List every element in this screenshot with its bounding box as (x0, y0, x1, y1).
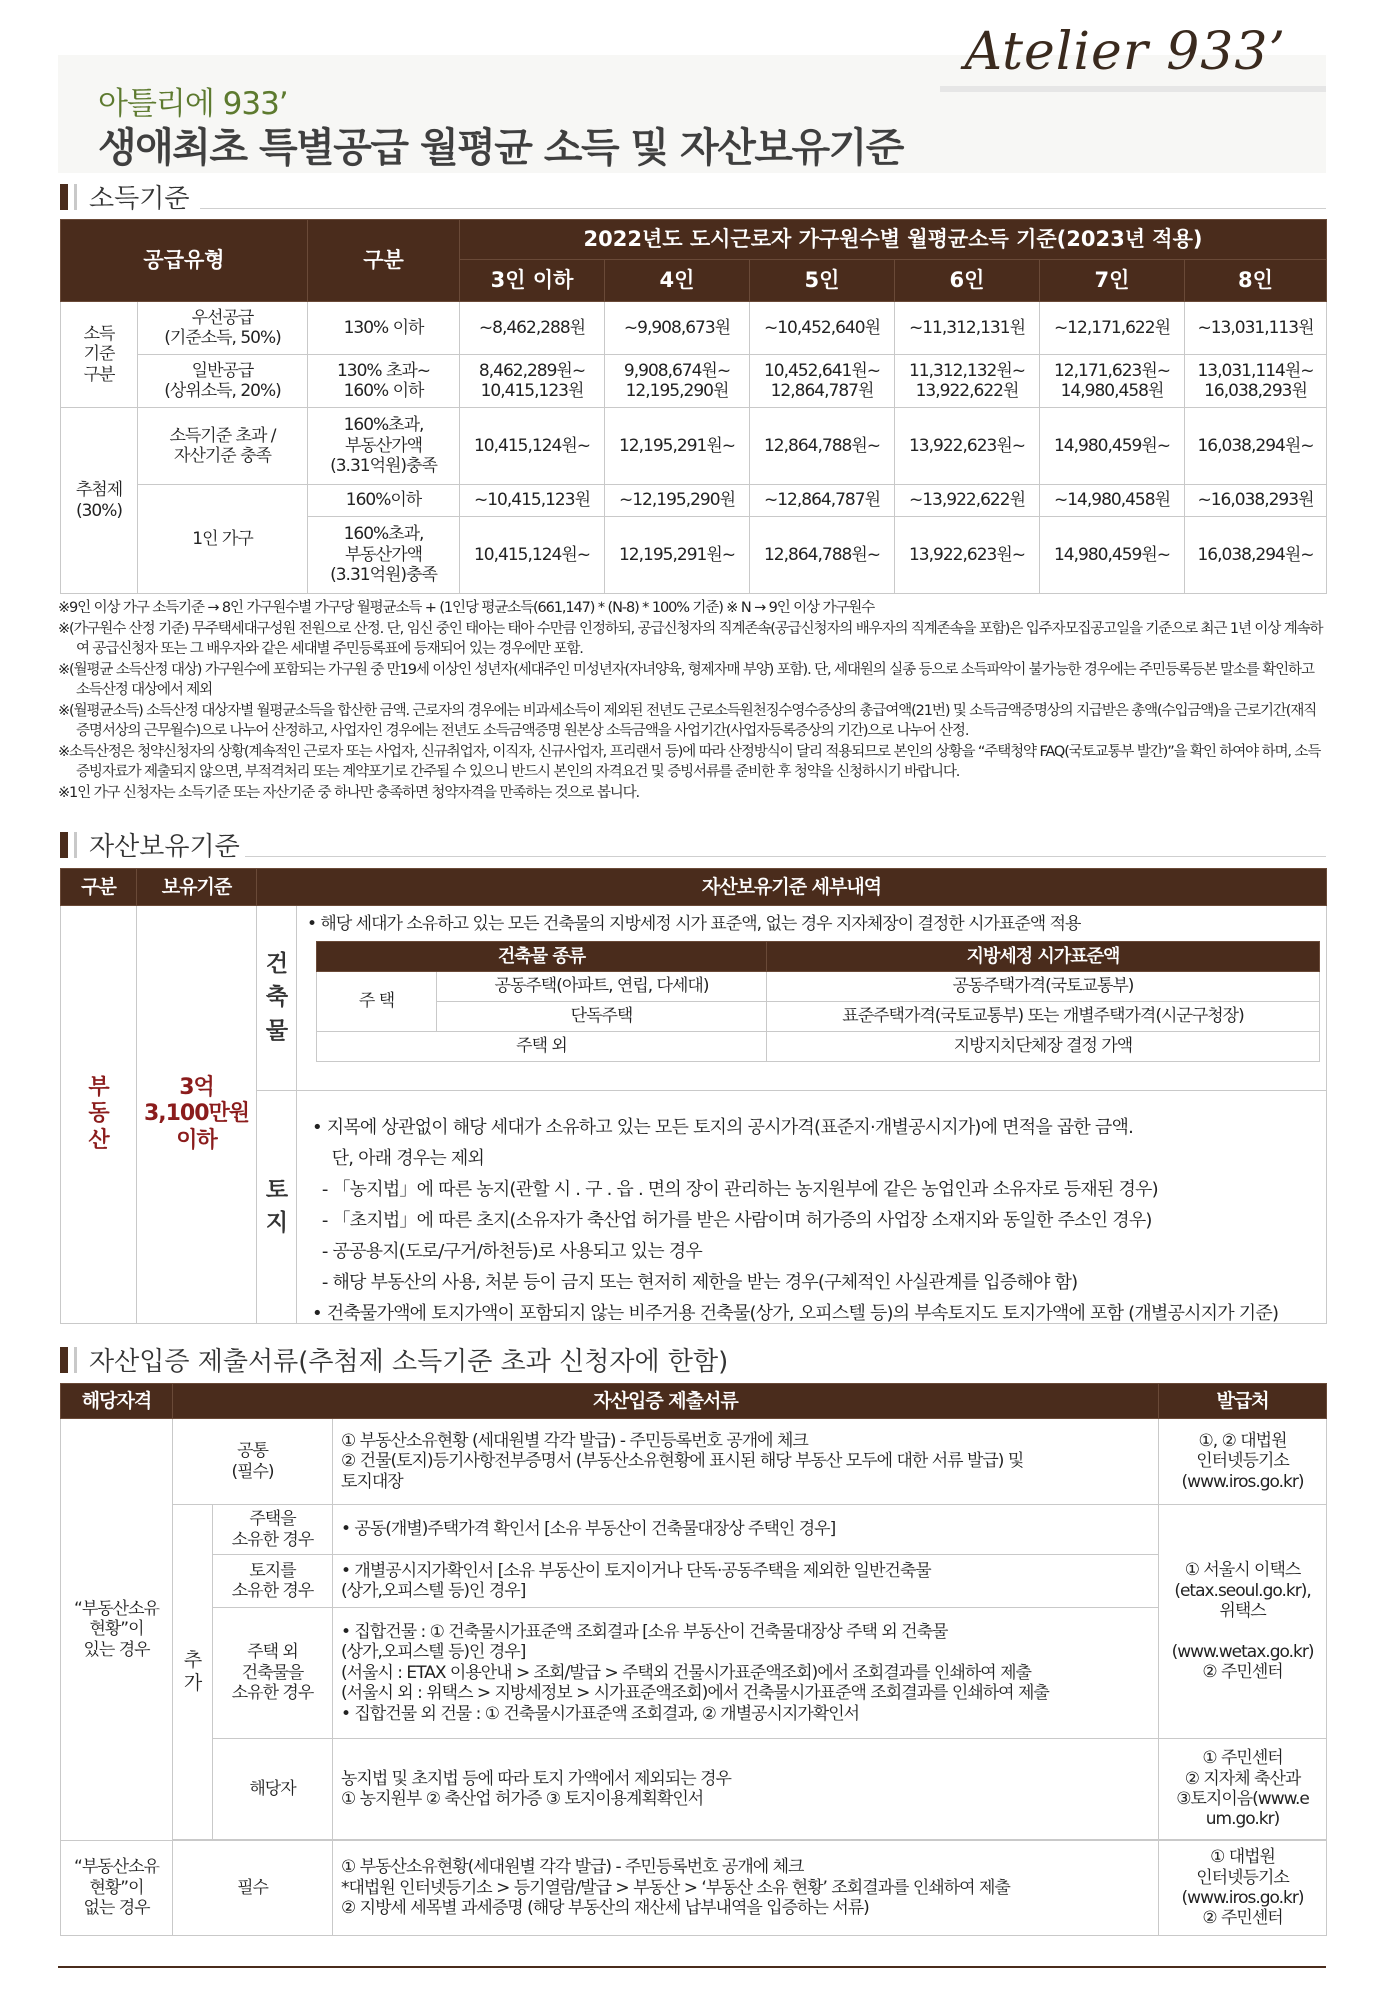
section-marker (60, 832, 68, 858)
row-group-lottery: 추첨제 (30%) (61, 408, 138, 594)
col-eligibility: 해당자격 (61, 1384, 173, 1419)
table-row: 160%초과, 부동산가액 (3.31억원)충족 10,415,124원~ 12,195,291원~ 12,864,788원~ 13,922,623원~ 14,980,459원~ 16,038,294원~ (61, 517, 1327, 594)
col-building-type: 건축물 종류 (317, 942, 767, 972)
section-title-docs: 자산입증 제출서류(추첨제 소득기준 초과 신청자에 한함) (60, 1341, 728, 1378)
table-row: 일반공급 (상위소득, 20%) 130% 초과~ 160% 이하 8,462,289원~ 10,415,123원 9,908,674원~ 12,195,290원 10,452,641원~ 12,864,787원 11,312,132원~ 13,922,622원 12,171,623원~ 14,980,458원 13,031,114원~ 16,038,293원 (61, 355, 1327, 408)
land-line: 단, 아래 경우는 제외 (312, 1148, 485, 1169)
note: ※(가구원수 산정 기준) 무주택세대구성원 전원으로 산정. 단, 임신 중인 태아는 태아 수만큼 인정하되, 공급신청자의 직계존속(공급신청자의 배우자의 직계존속을 포함)은 입주자모집공고일을 기준으로 최근 1년 이상 계속하여 공급신청자 또는 그 배우자와 같은 세대별 주민등록표에 등재되어 있는 경우에만 포함. (58, 620, 1323, 657)
table-row: 토지를 소유한 경우 • 개별공시지가확인서 [소유 부동산이 토지이거나 단독·공동주택을 제외한 일반건축물 (상가,오피스텔 등)인 경우] (61, 1555, 1327, 1608)
table-row: 소득 기준 구분 우선공급 (기준소득, 50%) 130% 이하 ~8,462,288원 ~9,908,673원 ~10,452,640원 ~11,312,131원 ~12,171,622원 ~13,031,113원 (61, 302, 1327, 355)
land-line: - 「초지법」에 따른 초지(소유자가 축산업 허가를 받은 사람이며 허가증의 사업장 소재지와 동일한 주소인 경우) (312, 1210, 1152, 1231)
col-household: 5인 (750, 260, 895, 302)
land-line: - 「농지법」에 따른 농지(관할 시 . 구 . 읍 . 면의 장이 관리하는 농지원부에 같은 농업인과 소유자로 등재된 경우) (312, 1179, 1158, 1200)
section-marker (60, 184, 68, 210)
col-household: 6인 (895, 260, 1040, 302)
table-row: 주택 외 건축물을 소유한 경우 • 집합건물 : ① 건축물시가표준액 조회결과 [소유 부동산이 건축물대장상 주택 외 건축물 (상가,오피스텔 등)인 경우] (서울시 : ETAX 이용안내 > 조회/발급 > 주택외 건물시가표준액조회)에서 조회결과를 인쇄하여 제출 (서울시 외 : 위택스 > 지방세정보 > 시가표준액조회)에서 건축물시가표준액 조회결과를 인쇄하여 제출 • 집합건물 외 건물 : ① 건축물시가표준액 조회결과, ② 개별공시지가확인서 (61, 1608, 1327, 1739)
table-row: “부동산소유 현황”이 없는 경우 필수 ① 부동산소유현황(세대원별 각각 발급) - 주민등록번호 공개에 체크 *대법원 인터넷등기소 > 등기열람/발급 > 부동산 > ‘부동산 소유 현황’ 조회결과를 인쇄하여 제출 ② 지방세 세목별 과세증명 (해당 부동산의 재산세 납부내역을 입증하는 서류) ① 대법원 인터넷등기소 (www.iros.go.kr) ② 주민센터 (61, 1841, 1327, 1936)
note: ※9인 이상 가구 소득기준 → 8인 가구원수별 가구당 월평균소득 + (1인당 평균소득(661,147) * (N-8) * 100% 기준) ※ N → 9인 이상 가구원수 (58, 600, 875, 616)
col-standard: 보유기준 (137, 869, 257, 906)
col-category: 구분 (308, 220, 460, 302)
note: ※1인 가구 신청자는 소득기준 또는 자산기준 중 하나만 충족하면 청약자격을 만족하는 것으로 봅니다. (58, 784, 640, 801)
section-title-income: 소득기준 (60, 178, 189, 215)
col-household: 3인 이하 (460, 260, 605, 302)
col-group-header: 2022년도 도시근로자 가구원수별 월평균소득 기준(2023년 적용) (460, 220, 1327, 260)
note: ※소득산정은 청약신청자의 상황(계속적인 근로자 또는 사업자, 신규취업자, 이직자, 신규사업자, 프리랜서 등)에 따라 산정방식이 달리 적용되므로 본인의 상황을 “주택청약 FAQ(국토교통부 발간)”을 확인 하여야 하며, 소득증빙자료가 제출되지 않으면, 부적격처리 또는 계약포기로 간주될 수 있으니 반드시 본인의 자격요건 및 증빙서류를 준비한 후 청약을 신청하시기 바랍니다. (58, 743, 1321, 780)
col-household: 8인 (1185, 260, 1327, 302)
income-notes (58, 598, 1328, 803)
land-rules (312, 1112, 1322, 1329)
table-row: 추첨제 (30%) 소득기준 초과 / 자산기준 충족 160%초과, 부동산가액 (3.31억원)충족 10,415,124원~ 12,195,291원~ 12,864,788원~ 13,922,623원~ 14,980,459원~ 16,038,294원~ (61, 408, 1327, 485)
note: ※(월평균 소득산정 대상) 가구원수에 포함되는 가구원 중 만19세 이상인 성년자(세대주인 미성년자(자녀양육, 형제자매 부양) 포함). 단, 세대원의 실종 등으로 소득파악이 불가능한 경우에는 주민등록등본 말소를 확인하고 소득산정 대상에서 제외 (58, 661, 1314, 698)
bottom-rule (58, 1966, 1326, 1968)
table-row: 추 가 주택을 소유한 경우 • 공동(개별)주택가격 확인서 [소유 부동산이 건축물대장상 주택인 경우] ① 서울시 이택스 (etax.seoul.go.kr), 위택스 (www.wetax.go.kr) ② 주민센터 (61, 1505, 1327, 1555)
note: ※(월평균소득) 소득산정 대상자별 월평균소득을 합산한 금액. 근로자의 경우에는 비과세소득이 제외된 전년도 근로소득원천징수영수증상의 총급여액(21번) 및 소득금액증명상의 지급받은 총액(수입금액)을 근로기간(재직증명서상의 근무월수)으로 나누어 산정하고, 사업자인 경우에는 전년도 소득금액증명 원본상 소득금액을 사업기간(사업자등록증상의 기간)으로 나누어 산정. (58, 702, 1317, 739)
section-marker (60, 1347, 68, 1373)
land-label: 토 지 (257, 1091, 297, 1324)
col-docs: 자산입증 제출서류 (173, 1384, 1159, 1419)
col-issuer: 발급처 (1159, 1384, 1327, 1419)
asset-category: 부 동 산 (61, 906, 137, 1324)
brand-logo: Atelier 933’ (964, 22, 1286, 82)
has-property-label: “부동산소유 현황”이 있는 경우 (61, 1419, 173, 1841)
col-category: 구분 (61, 869, 137, 906)
docs-table (60, 1383, 1327, 1936)
income-table (60, 219, 1327, 594)
additional-label: 추 가 (173, 1505, 213, 1840)
asset-standard: 3억 3,100만원 이하 (137, 906, 257, 1324)
building-label: 건 축 물 (257, 906, 297, 1091)
building-intro: • 해당 세대가 소유하고 있는 모든 건축물의 지방세정 시가 표준액, 없는 경우 지자체장이 결정한 시가표준액 적용 (307, 914, 1081, 934)
page-title: 생애최초 특별공급 월평균 소득 및 자산보유기준 (98, 125, 903, 171)
col-household: 7인 (1040, 260, 1185, 302)
table-row: “부동산소유 현황”이 있는 경우 공통 (필수) ① 부동산소유현황 (세대원별 각각 발급) - 주민등록번호 공개에 체크 ② 건물(토지)등기사항전부증명서 (부동산소유현황에 표시된 해당 부동산 모두에 대한 서류 발급) 및 토지대장 ①, ② 대법원 인터넷등기소 (www.iros.go.kr) (61, 1419, 1327, 1505)
table-row: 해당자 농지법 및 초지법 등에 따라 토지 가액에서 제외되는 경우 ① 농지원부 ② 축산업 허가증 ③ 토지이용계획확인서 ① 주민센터 ② 지자체 축산과 ③토지이음(www.e um.go.kr) (61, 1739, 1327, 1840)
col-detail: 자산보유기준 세부내역 (257, 869, 1327, 906)
table-row: 1인 가구 160%이하 ~10,415,123원 ~12,195,290원 ~12,864,787원 ~13,922,622원 ~14,980,458원 ~16,038,293원 (61, 485, 1327, 517)
land-line: - 해당 부동산의 사용, 처분 등이 금지 또는 현저히 제한을 받는 경우(구체적인 사실관계를 입증해야 함) (312, 1272, 1078, 1293)
land-line: • 건축물가액에 토지가액이 포함되지 않는 비주거용 건축물(상가, 오피스텔 등)의 부속토지도 토지가액에 포함 (개별공시지가 기준) (312, 1303, 1279, 1324)
land-line: - 공공용지(도로/구거/하천등)로 사용되고 있는 경우 (312, 1241, 702, 1262)
section-title-asset: 자산보유기준 (60, 826, 240, 863)
col-household: 4인 (605, 260, 750, 302)
row-group-income: 소득 기준 구분 (61, 302, 138, 408)
col-building-value: 지방세정 시가표준액 (767, 942, 1320, 972)
page-subtitle: 아틀리에 933’ (98, 86, 288, 122)
building-type-table: 건축물 종류 지방세정 시가표준액 주 택 공동주택(아파트, 연립, 다세대) 공동주택가격(국토교통부) 단독주택 표준주택가격(국토교통부) 또는 개별주택가격(시군구청장) 주택 외 지방지치단체장 결정 가액 (316, 941, 1320, 1062)
header-rule (940, 86, 1326, 92)
no-property-label: “부동산소유 현황”이 없는 경우 (61, 1841, 173, 1936)
land-line: • 지목에 상관없이 해당 세대가 소유하고 있는 모든 토지의 공시가격(표준지·개별공시지가)에 면적을 곱한 금액. (312, 1117, 1134, 1138)
col-supply-type: 공급유형 (61, 220, 308, 302)
